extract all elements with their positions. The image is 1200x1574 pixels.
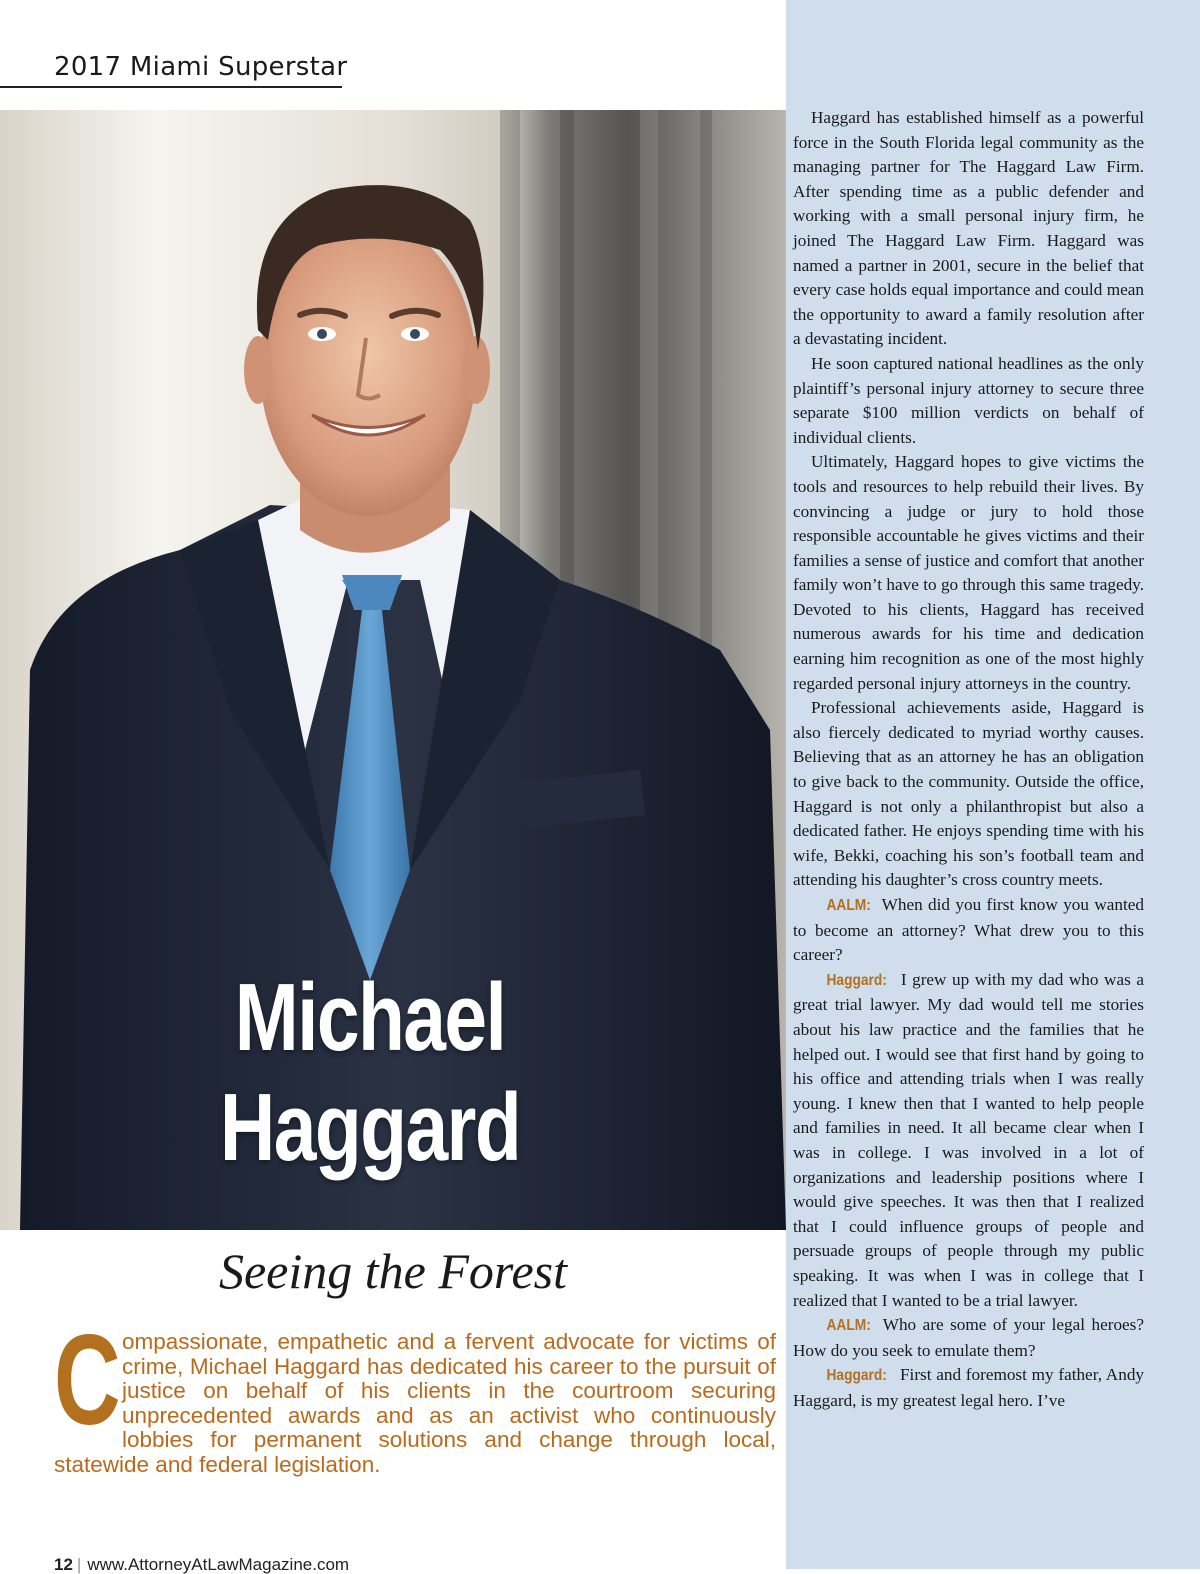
- question-label: AALM:: [826, 1317, 871, 1335]
- interview-question: AALM: Who are some of your legal heroes? How do you seek to emulate them?: [793, 1315, 1144, 1360]
- article-paragraph: Professional achievements aside, Haggard is also fiercely dedicated to myriad worthy causes. Believing that as an attorney he has an obligation to give back to the community. Outside the office, Haggard is not only a philanthropist but also a dedicated father. He enjoys spending time with his wife, Bekki, coaching his son’s football team and attending his daughter’s cross country meets.: [793, 698, 1144, 890]
- answer-label: Haggard:: [826, 971, 887, 989]
- page-footer: [54, 1556, 349, 1573]
- interview-answer: Haggard: I grew up with my dad who was a great trial lawyer. My dad would tell me stories about his law practice and the families that he helped out. I would see that first hand by going to his office and attending trials when I was really young. I knew then that I wanted to help people and families in need. It all became clear when I was in college. I was involved in a lot of organizations and leadership positions where I would give speeches. It was then that I realized that I could influence groups of people and persuade groups of people through my public speaking. It was when I was in college that I realized that I wanted to be a trial lawyer.: [793, 969, 1144, 1310]
- question-label: AALM:: [826, 897, 871, 914]
- interview-question: AALM: When did you first know you wanted to become an attorney? What drew you to this career?: [793, 895, 1144, 965]
- footer-website: www.AttorneyAtLawMagazine.com: [87, 1555, 350, 1574]
- footer-separator: |: [76, 1555, 82, 1574]
- feature-name-last: Haggard: [219, 1074, 521, 1181]
- header-rule: [0, 86, 342, 88]
- feature-subtitle: Seeing the Forest: [218, 1243, 568, 1299]
- article-body: [793, 106, 1144, 1413]
- interview-answer: Haggard: First and foremost my father, Andy Haggard, is my greatest legal hero. I’ve: [793, 1365, 1145, 1410]
- article-paragraph: Ultimately, Haggard hopes to give victims the tools and resources to help rebuild their lives. By convincing a judge or jury to hold those responsible accountable he gives victims and their families a sense of justice and comfort that another family won’t have to go through this same tragedy. Devoted to his clients, Haggard has received numerous awards for his time and dedication earning him recognition as one of the most highly regarded personal injury attorneys in the country.: [793, 452, 1144, 693]
- answer-label: Haggard:: [826, 1367, 887, 1385]
- section-header: 2017 Miami Superstar: [54, 52, 348, 82]
- article-paragraph: He soon captured national headlines as the only plaintiff’s personal injury attorney to secure three separate $100 million verdicts on behalf of individual clients.: [793, 353, 1144, 447]
- intro-text: ompassionate, empathetic and a fervent advocate for victims of crime, Michael Haggard has dedicated his career to the pursuit of justice on behalf of his clients in the courtroom securing unprecedented awards and as an activist who continuously lobbies for permanent solutions and change through local, statewide and federal legislation.: [54, 1329, 776, 1477]
- page-number: 12: [54, 1555, 73, 1574]
- article-paragraph: Haggard has established himself as a powerful force in the South Florida legal community as the managing partner for The Haggard Law Firm. After spending time as a public defender and working with a small personal injury firm, he joined The Haggard Law Firm. Haggard was named a partner in 2001, secure in the belief that every case holds equal importance and could mean the opportunity to award a family resolution after a devastating incident.: [793, 108, 1144, 349]
- drop-cap: C: [54, 1309, 121, 1452]
- feature-name-first: Michael: [234, 964, 506, 1071]
- intro-paragraph: [54, 1309, 776, 1478]
